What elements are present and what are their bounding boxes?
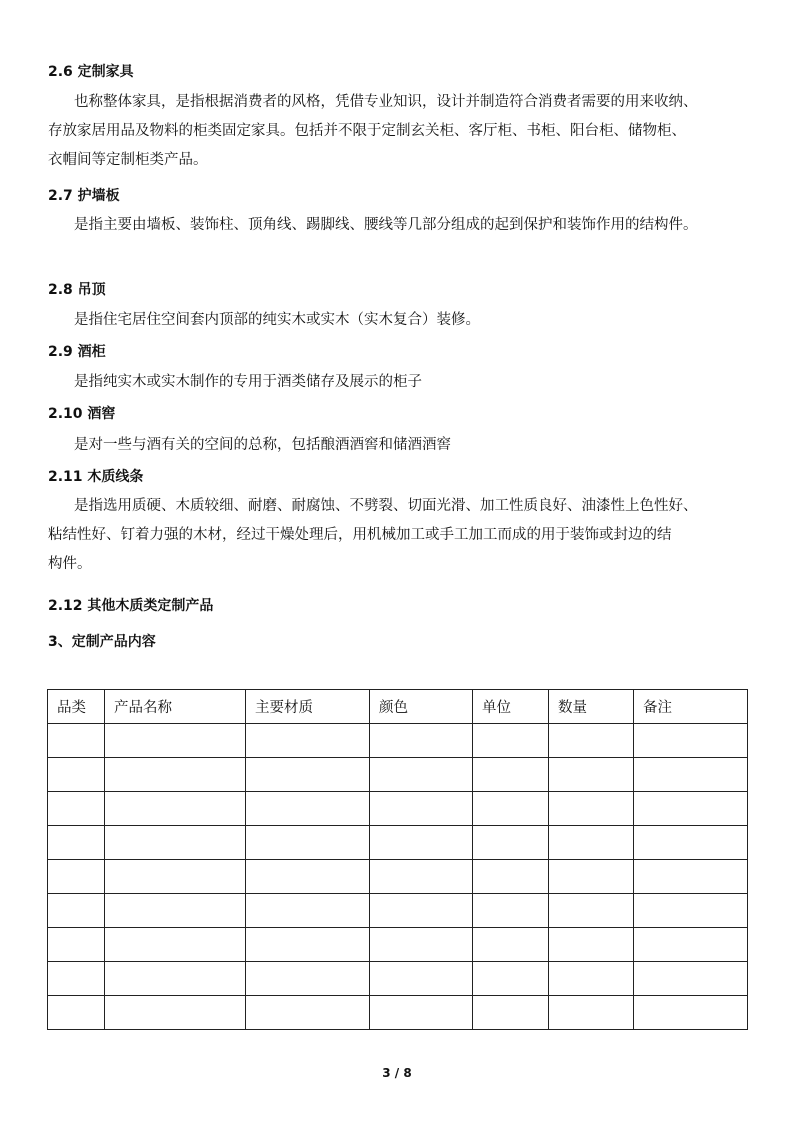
table-cell[interactable] — [48, 894, 105, 928]
table-cell[interactable] — [370, 792, 473, 826]
table-cell[interactable] — [48, 928, 105, 962]
section-heading-2-12: 2.12 其他木质类定制产品 — [48, 598, 214, 614]
table-cell[interactable] — [473, 928, 549, 962]
section-body-2-9 — [48, 368, 748, 397]
table-cell[interactable] — [105, 724, 246, 758]
column-header-unit: 单位 — [473, 690, 549, 724]
table-cell[interactable] — [473, 758, 549, 792]
table-cell[interactable] — [48, 792, 105, 826]
page-number: 3 / 8 — [382, 1066, 412, 1080]
paragraph-line: 是指主要由墙板、装饰柱、顶角线、踢脚线、腰线等几部分组成的起到保护和装饰作用的结构件。 — [74, 217, 698, 233]
table-cell[interactable] — [634, 724, 748, 758]
table-cell[interactable] — [549, 962, 634, 996]
paragraph-line: 是对一些与酒有关的空间的总称，包括酿酒酒窖和储酒酒窖 — [74, 437, 451, 453]
section-heading-2-9: 2.9 酒柜 — [48, 344, 106, 360]
table-cell[interactable] — [370, 724, 473, 758]
table-cell[interactable] — [634, 996, 748, 1030]
section-body-2-7 — [48, 211, 748, 240]
table-row — [48, 826, 748, 860]
paragraph-line: 是指住宅居住空间套内顶部的纯实木或实木（实木复合）装修。 — [74, 312, 480, 328]
table-row — [48, 996, 748, 1030]
section-body-2-11 — [48, 492, 748, 579]
table-cell[interactable] — [246, 792, 370, 826]
table-cell[interactable] — [473, 826, 549, 860]
table-cell[interactable] — [473, 894, 549, 928]
column-header-remarks: 备注 — [634, 690, 748, 724]
table-cell[interactable] — [634, 860, 748, 894]
table-row — [48, 724, 748, 758]
table-cell[interactable] — [473, 860, 549, 894]
table-cell[interactable] — [634, 894, 748, 928]
table-cell[interactable] — [549, 996, 634, 1030]
table-cell[interactable] — [246, 724, 370, 758]
table-cell[interactable] — [105, 928, 246, 962]
paragraph-line: 衣帽间等定制柜类产品。 — [48, 152, 208, 168]
table-cell[interactable] — [634, 826, 748, 860]
product-table — [47, 689, 748, 1030]
section-heading-2-11: 2.11 木质线条 — [48, 469, 144, 485]
section-heading-2-10: 2.10 酒窖 — [48, 406, 116, 422]
section-body-2-8 — [48, 306, 748, 335]
section-body-2-6 — [48, 88, 748, 175]
table-cell[interactable] — [246, 928, 370, 962]
table-cell[interactable] — [105, 894, 246, 928]
table-row — [48, 928, 748, 962]
table-cell[interactable] — [549, 724, 634, 758]
paragraph-line: 是指纯实木或实木制作的专用于酒类储存及展示的柜子 — [74, 374, 422, 390]
table-cell[interactable] — [473, 996, 549, 1030]
section-heading-3: 3、定制产品内容 — [48, 634, 156, 650]
table-row — [48, 962, 748, 996]
table-cell[interactable] — [48, 826, 105, 860]
table-cell[interactable] — [634, 962, 748, 996]
table-cell[interactable] — [473, 724, 549, 758]
table-cell[interactable] — [549, 928, 634, 962]
table-cell[interactable] — [634, 792, 748, 826]
paragraph-line: 构件。 — [48, 556, 92, 572]
table-cell[interactable] — [105, 860, 246, 894]
section-heading-2-8: 2.8 吊顶 — [48, 282, 106, 298]
table-cell[interactable] — [370, 860, 473, 894]
table-cell[interactable] — [105, 826, 246, 860]
table-cell[interactable] — [246, 894, 370, 928]
table-cell[interactable] — [105, 792, 246, 826]
table-cell[interactable] — [634, 928, 748, 962]
table-cell[interactable] — [549, 860, 634, 894]
table-cell[interactable] — [473, 962, 549, 996]
table-cell[interactable] — [246, 860, 370, 894]
table-cell[interactable] — [105, 962, 246, 996]
paragraph-line: 也称整体家具，是指根据消费者的风格，凭借专业知识，设计并制造符合消费者需要的用来收纳、 — [74, 94, 698, 110]
column-header-quantity: 数量 — [549, 690, 634, 724]
table-header-row — [48, 690, 748, 724]
table-cell[interactable] — [549, 894, 634, 928]
table-cell[interactable] — [48, 860, 105, 894]
table-cell[interactable] — [370, 996, 473, 1030]
table-cell[interactable] — [370, 826, 473, 860]
paragraph-line: 存放家居用品及物料的柜类固定家具。包括并不限于定制玄关柜、客厅柜、书柜、阳台柜、储物柜、 — [48, 123, 686, 139]
section-body-2-10 — [48, 431, 748, 460]
table-cell[interactable] — [246, 826, 370, 860]
table-cell[interactable] — [246, 758, 370, 792]
table-cell[interactable] — [370, 894, 473, 928]
table-cell[interactable] — [549, 792, 634, 826]
table-row — [48, 894, 748, 928]
table-cell[interactable] — [48, 758, 105, 792]
table-cell[interactable] — [48, 724, 105, 758]
table-row — [48, 758, 748, 792]
table-cell[interactable] — [634, 758, 748, 792]
column-header-category: 品类 — [48, 690, 105, 724]
section-heading-2-7: 2.7 护墙板 — [48, 188, 120, 204]
table-cell[interactable] — [473, 792, 549, 826]
column-header-main-material: 主要材质 — [246, 690, 370, 724]
table-row — [48, 792, 748, 826]
section-heading-2-6: 2.6 定制家具 — [48, 64, 134, 80]
table-cell[interactable] — [370, 758, 473, 792]
table-cell[interactable] — [48, 962, 105, 996]
paragraph-line: 是指选用质硬、木质较细、耐磨、耐腐蚀、不劈裂、切面光滑、加工性质良好、油漆性上色性好、 — [74, 498, 698, 514]
table-row — [48, 860, 748, 894]
table-cell[interactable] — [549, 826, 634, 860]
column-header-product-name: 产品名称 — [105, 690, 246, 724]
table-cell[interactable] — [105, 996, 246, 1030]
table-cell[interactable] — [370, 962, 473, 996]
table-cell[interactable] — [48, 996, 105, 1030]
table-cell[interactable] — [246, 962, 370, 996]
paragraph-line: 粘结性好、钉着力强的木材，经过干燥处理后，用机械加工或手工加工而成的用于装饰或封边的结 — [48, 527, 672, 543]
column-header-color: 颜色 — [370, 690, 473, 724]
table-cell[interactable] — [105, 758, 246, 792]
table-cell[interactable] — [246, 996, 370, 1030]
table-cell[interactable] — [370, 928, 473, 962]
table-cell[interactable] — [549, 758, 634, 792]
